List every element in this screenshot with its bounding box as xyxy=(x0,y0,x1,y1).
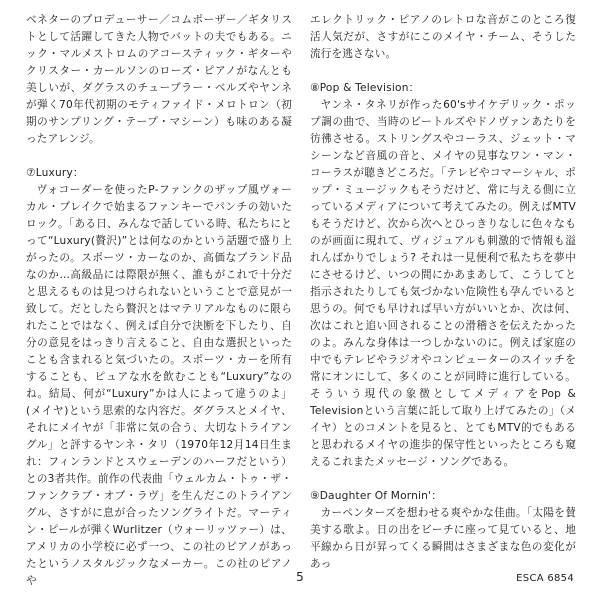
left-column xyxy=(26,12,292,590)
right-intro-paragraph: エレクトリック・ピアノのレトロな音がこのところ復活人気だが、さすがにこのメイヤ・チーム、そうした流行を逃さない。 xyxy=(310,14,576,60)
catalog-code: ESCA 6854 xyxy=(516,573,574,584)
section-7-heading: ⑦Luxury： xyxy=(26,167,84,179)
right-column xyxy=(310,12,576,573)
left-intro-paragraph: ベネターのプロデューサー／コムポーザー／ギタリストとして活躍してきた人物でバットの夫でもある。ニック・マルメストロムのアコースティック・ギターやクリスター・カールソンのローズ・ピアノがなんとも美しいが、ダグラスのチューブラー・ベルズやヤンネが弾く70年代初期のモティファイド・メロトロン（初期のサンプリング・テープ・マシーン）も味のある凝ったアレンジ。 xyxy=(26,14,292,145)
section-9-body: カーペンターズを想わせる爽やかな佳曲。「太陽を賛美する歌よ。日の出をビーチに座って見ていると、地平線から日が昇ってくる瞬間はさまざまな色の変化があっ xyxy=(310,507,576,570)
section-7-body: ヴォコーダーを使ったP-ファンクのザップ風ヴォーカル・ブレイクで始まるファンキーでパンチの効いたロック。「ある日、みんなで話している時、私たちにとって“Luxury(贅沢)”とは何なのかという話題で盛り上がったの。スポーツ・カーなのか、高価なブランド品なのか…高級品には際限が無く、誰もがこれで十分だと思えるものは見つけられないということで意見が一致して。だとしたら贅沢とはマテリアルなものに限られたことではなく、例えば自分で決断を下したり、自分の意見をはっきり言えること、自由な選択といったことも含まれると気づいたの。スポーツ・カーを所有することも、ピュアな水を飲むことも“Luxury”なのね。結局、何が“Luxury”かは人によって違うのよ」(メイヤ)という思索的な内容だ。ダグラスとメイヤ、それにメイヤが「非常に気の合う、大切なトライアングル」と評するヤンネ・タリ（1970年12月14日生まれ：フィンランドとスウェーデンのハーフだという）との3者共作。前作の代表曲「ウェルカム・トゥ・ザ・ファンクラブ・オブ・ラヴ」を生んだこのトライアングル、さすがに息が合ったソングライトだ。マーティン・ピールが弾くWurlitzer（ウォーリッツァー）は、アメリカの小学校に必ず一つ、この社のピアノがあったというノスタルジックなメーカー。この社のピアノや xyxy=(26,184,292,587)
section-8-heading: ⑧Pop & Television： xyxy=(310,82,420,94)
section-8-body: ヤンネ・タネリが作った60'sサイケデリック・ポップ調の曲で、当時のビートルズやドノヴァンあたりを彷彿させる。ストリングスやコーラス、ジェット・マシーンなど音風の音と、メイヤの見事なワン・マン・コーラスが聴きどころだ。「テレビやコマーシャル、ポップ・ミュージックもそうだけど、常に与える側に立っているメディアについて考えてみたの。例えばMTVもそうだけど、次から次へとひっきりなしに色々なものが画面に現れて、ヴィジュアルも刺激的で情報も溢れんばかりでしょう? それは一見便利で私たちを夢中にさせるけど、いつの間にかあまあして、こうしてと指示されたりしても気づかない危険性も孕んでいると思うの。何でも早ければ早い方がいいとか、次は何、次はこれと追い回されることの滑稽さを伝えたかったのよ。みんな身体は一つしかないのに。例えば家庭の中でもテレビやラジオやコンピューターのスイッチを常にオンにして、多くのことが同時に進行している。そういう現代の象徴としてメディアをPop & Televisionという言葉に託して取り上げてみたの」（メイヤ）とのコメントを見ると、とてもMTV的でもあると思われるメイヤの進歩的保守性といったところも窺えるこれまたメッセージ・ソングである。 xyxy=(310,99,576,468)
section-9-heading: ⑨Daughter Of Mornin'： xyxy=(310,490,442,502)
page-number: 5 xyxy=(296,570,304,584)
